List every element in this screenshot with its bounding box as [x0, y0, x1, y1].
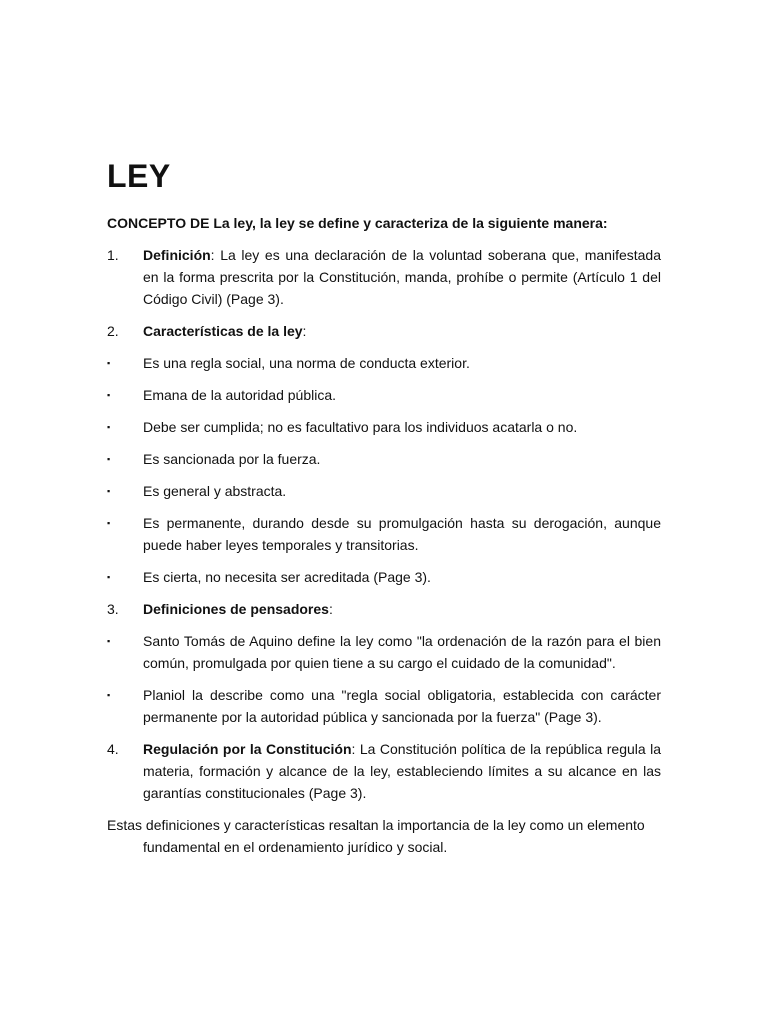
numbered-item-caracteristicas	[107, 320, 661, 342]
document-body	[107, 212, 661, 858]
bullet-item	[107, 480, 661, 502]
item-heading: Regulación por la Constitución	[143, 741, 352, 757]
list-number: 3.	[107, 601, 119, 617]
bullet-icon: ▪	[107, 690, 111, 700]
item-body: : La ley es una declaración de la voluntad soberana que, manifestada en la forma prescrita por la Constitución, manda, prohíbe o permite (Artículo 1 del Código Civil) (Page 3).	[143, 247, 661, 307]
bullet-icon: ▪	[107, 486, 111, 496]
bullet-icon: ▪	[107, 572, 111, 582]
list-item-text: Es una regla social, una norma de conducta exterior.	[143, 355, 470, 371]
item-heading: Definiciones de pensadores	[143, 601, 329, 617]
bullet-icon: ▪	[107, 358, 111, 368]
list-number: 4.	[107, 741, 119, 757]
list-item-text: Es cierta, no necesita ser acreditada (Page 3).	[143, 569, 431, 585]
numbered-item-regulacion	[107, 738, 661, 804]
list-item-text	[143, 244, 661, 310]
document-title: LEY	[107, 158, 171, 194]
list-item-text: Emana de la autoridad pública.	[143, 387, 337, 403]
list-item-text: Planiol la describe como una "regla social obligatoria, establecida con carácter permanente por la autoridad pública y sancionada por la fuerza" (Page 3).	[143, 687, 661, 725]
bullet-item	[107, 630, 661, 674]
bullet-item	[107, 512, 661, 556]
bullet-item	[107, 384, 661, 406]
item-body: :	[302, 323, 307, 339]
numbered-item-pensadores	[107, 598, 661, 620]
list-item-text: Santo Tomás de Aquino define la ley como "la ordenación de la razón para el bien común, promulgada por quien tiene a su cargo el cuidado de la comunidad".	[143, 633, 661, 671]
item-heading: Características de la ley	[143, 323, 303, 339]
list-item-text: Debe ser cumplida; no es facultativo para los individuos acatarla o no.	[143, 419, 578, 435]
list-number: 2.	[107, 323, 119, 339]
intro-paragraph: CONCEPTO DE La ley, la ley se define y caracteriza de la siguiente manera:	[107, 215, 608, 231]
list-item-text: Es sancionada por la fuerza.	[143, 451, 321, 467]
bullet-item	[107, 352, 661, 374]
list-item-text: Es permanente, durando desde su promulgación hasta su derogación, aunque puede haber leyes temporales y transitorias.	[143, 515, 661, 553]
bullet-item	[107, 684, 661, 728]
item-body: : La Constitución política de la república regula la materia, formación y alcance de la ley, estableciendo límites a su alcance en las garantías constitucionales (Page 3).	[143, 741, 661, 801]
list-number: 1.	[107, 247, 119, 263]
list-item-text	[143, 738, 661, 804]
item-body: :	[328, 601, 333, 617]
list-item-text	[143, 320, 661, 342]
bullet-icon: ▪	[107, 636, 111, 646]
numbered-item-definicion	[107, 244, 661, 310]
bullet-icon: ▪	[107, 390, 111, 400]
item-heading: Definición	[143, 247, 211, 263]
bullet-item	[107, 416, 661, 438]
bullet-icon: ▪	[107, 422, 111, 432]
bullet-item	[107, 566, 661, 588]
list-item-text: Es general y abstracta.	[143, 483, 287, 499]
bullet-item	[107, 448, 661, 470]
bullet-icon: ▪	[107, 518, 111, 528]
closing-paragraph: Estas definiciones y características resaltan la importancia de la ley como un elemento fundamental en el ordenamiento jurídico y social.	[107, 817, 645, 855]
list-item-text	[143, 598, 661, 620]
bullet-icon: ▪	[107, 454, 111, 464]
